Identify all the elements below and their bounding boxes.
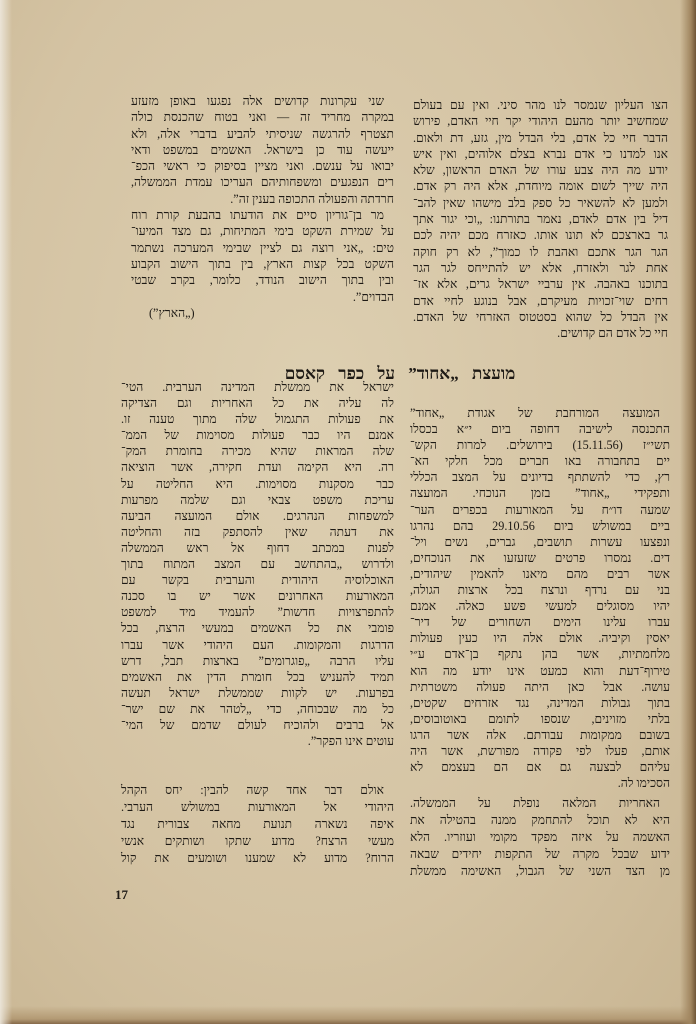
text-line: אין הבדל כל שהוא בסטטוס האזרחי של האדם. [413, 309, 668, 324]
text-line: תמיד להעניש בכל חומרת הדין את האשמים [121, 669, 394, 684]
text-line: תשי״ז (15.11.56) בירושלים. למרות הקש־ [410, 438, 671, 453]
text-line: אנו למדנו כי אדם נברא בצלם אלוהים, ואין איש [413, 146, 668, 161]
text-line: מר בן־גוריון סיים את הודעתו בהבעת קורת רוח [131, 208, 384, 223]
text-line: ולמען לא להשאיר כל ספק בלב מישהו שאין להב־ [413, 195, 668, 210]
top-left-column [131, 93, 394, 321]
text-line: בפרעות. יש לקוות שממשלת ישראל תעשה [121, 685, 394, 700]
text-line: עריכת משפט צבאי וגם שלמה מפרעות [121, 492, 394, 507]
text-line: תצטרף להרגשה שניסיתי להביע בדברי אלה, ולא [131, 126, 394, 141]
text-line: ובין בתוך הישוב הנודד, כלומר, בקרב שבטי [131, 273, 394, 288]
text-line: רץ, כדי להשתתף בדיונים על המצב הכללי [410, 470, 670, 485]
text-line: את דעתה שאין להסתפק בזה והחליטה [121, 524, 394, 539]
text-line: האשמה על איזה מפקד מקומי ועוזריו. הלא [410, 829, 670, 844]
text-line: מעשי הרצח? מדוע שתקו ושותקים אנשי [121, 833, 394, 848]
text-line: הגר הגר אתכם ואהבת לו כמוך”, לא רק חוקה [413, 244, 668, 259]
text-line: אחת לגר ולאזרח, אלא יש להתייחס לגר הגר [413, 260, 668, 275]
top-right-column [413, 97, 668, 341]
text-line: ותפקידי „אחוד” בזמן הנוכחי. המועצה [410, 486, 670, 501]
article-right-column-paragraph-2 [410, 795, 670, 879]
text-line: את פעולות התגמול שלה מתוך טענה זו. [121, 412, 394, 427]
text-line: ביים במשולש ביום 29.10.56 בהם נהרגו [410, 518, 670, 533]
text-line: פומבי את כל האשמים במעשי הרצח, בכל [121, 621, 394, 636]
text-line: יאסין וקיביה. אולם אלה היו כעין פעולות [410, 631, 670, 646]
text-line: ייעשה עוד כן בישראל. האשמים במשפט ודאי [131, 142, 394, 157]
text-line: הרוח? מדוע לא שמענו ושומעים את קול [121, 850, 394, 865]
text-line: שמעה דו״ח על המאורעות בכפרים הער־ [410, 502, 670, 517]
text-line: אותם, פעלו לפי פקודה מפורשת, אשר היה [410, 743, 670, 758]
text-line: יים בתחבורה באו חברים מכל חלקי הא־ [410, 454, 670, 469]
text-line: רחים שוי־זכויות מעיקרם, אבל בנוגע לחיי אדם [413, 293, 668, 308]
text-line: האוכלוסיה היהודית והערבית בקשר עם [121, 573, 394, 588]
text-line: היה שייך לשום אומה מיוחדת, אלא היה רק אדם. [413, 179, 668, 194]
text-line: רה. היא הקימה ועדת חקירה, אשר הוציאה [121, 460, 394, 475]
text-line: אמנם היו כבר פעולות מסוימות של הממ־ [121, 428, 394, 443]
text-line: יבואו על ענשם. ואני מציין בסיפוק כי ראשי הכפ־ [131, 159, 394, 174]
text-line: עליו הרבה „פוגרומים” בארצות תבל, דרש [121, 653, 394, 668]
text-line: שלה המראות שהיא מכירה בחומרת המק־ [121, 444, 394, 459]
text-line: גר בארצכם לא תונו אותו. כאזרח מכם יהיה לכם [413, 228, 668, 243]
text-line: בתוכנו באהבה. אין ערביי ישראל גרים, אלא אז־ [413, 277, 668, 292]
text-line: הסכימו לה. [617, 776, 670, 791]
text-line: מלחמתיות, אשר בהן נתקף בן־אדם ע״י [410, 647, 670, 662]
text-line: דיל בין אדם לאדם, נאמר בתורתנו: „וכי יגור אתך [413, 212, 668, 227]
text-line: הבדוים”. [352, 289, 394, 304]
text-line: הדבר חיי כל אדם, בלי הבדל מין, גזע, דת ולאום. [413, 130, 668, 145]
text-line: עוטים אינו הפקר”. [307, 734, 394, 749]
text-line: למשפחות הנהרגים. אולם המועצה הביעה [121, 508, 394, 523]
text-line: אשר רבים מהם מיאנו להאמין שיהודים, [410, 566, 670, 581]
text-line: יודע מה היה צבע עורו של האדם הראשון, שלא [413, 163, 668, 178]
text-line: לה עליה את כל האחריות וגם הצדיקה [121, 396, 394, 411]
text-line: דים. נמסרו פרטים שזעזעו את הנוכחים, [410, 550, 670, 565]
text-line: המועצה המורחבת של אגודת „אחוד” [410, 406, 660, 420]
text-line: ונפצעו עשרות תושבים, גברים, נשים ויל־ [410, 534, 670, 549]
text-line: בלתי מזוינים, שנספו לתומם באוטובוסים, [410, 711, 670, 726]
text-line: חרדתה והפעולה התכופה בענין זה”. [230, 191, 394, 206]
text-line: אולם דבר אחד קשה להבין: יחס הקהל [121, 783, 384, 797]
text-line: אל ברבים ולהוכיח לעולם שדמם של המי־ [121, 717, 394, 732]
text-line: עושה. אבל כאן היתה פעולה משטרתית [410, 679, 670, 694]
text-line: בתוך גבולות המדינה, נגד אזרחים שקטים, [410, 695, 670, 710]
text-line: שמחשיב יותר מהעם היהודי יקר חיי האדם, פירוש [413, 114, 668, 129]
text-line: הדרגות והמקומות. העם היהודי אשר עברו [121, 637, 394, 652]
article-right-column-paragraph-1 [410, 405, 670, 791]
article-title: מועצת „אחוד” על כפר קאסם [284, 364, 516, 383]
text-line: מן הצד השני של הגבול, האשימה ממשלת [410, 863, 670, 878]
text-line: על שמירת השקט בימי המתיחות, גם מצד המיעו־ [131, 224, 394, 239]
text-line: עליהם לבצעה גם אם הם בעצמם לא [410, 760, 670, 775]
text-line: היהודי אל המאורעות במשולש הערבי. [121, 799, 394, 814]
text-line: האחריות המלאה נופלת על הממשלה. [410, 796, 660, 810]
text-line: השקט בכל קצות הארץ, בין בתוך הישוב הקבוע [131, 256, 394, 271]
text-line: כל מה שבכוחה, כדי „לטהר את שם ישר־ [121, 701, 394, 716]
text-line: חיי כל אדם הם קדושים. [557, 326, 668, 341]
text-line: לפנות במכתב דחוף אל ראש הממשלה [121, 540, 394, 555]
text-line: בשובם ממקומות עבודתם. אלה אשר הרגו [410, 727, 670, 742]
article-left-column-paragraph-2 [121, 782, 394, 866]
text-line: עברו עלינו הימים השחורים של דיר־ [410, 615, 670, 630]
text-line: להתפרצויות חדשות” להעמיד מיד למשפט [121, 605, 394, 620]
text-line: ולדרוש „בהתחשב עם המצב המתוח בתוך [121, 557, 394, 572]
text-line: ידוע שבכל מקרה של התקפות יחידים שבאה [410, 846, 670, 861]
text-line: המאורעות האחרונים אשר יש בו סכנה [121, 589, 394, 604]
source-credit: („הארץ”) [149, 305, 195, 320]
page-number: 17 [115, 887, 128, 902]
text-line: הצו העליון שנמסר לנו מהר סיני. ואין עם בעולם [413, 98, 668, 112]
text-line: טירוף־דעת והוא כמעט אינו יודע מה הוא [410, 663, 670, 678]
text-line: כבר מסקנות מסוימות. היא החליטה על [121, 476, 394, 491]
text-line: רים הנפגעים ומשפחותיהם העריכו עמדת הממשלה, [131, 175, 394, 190]
article-left-column-paragraph-1 [121, 379, 394, 749]
text-line: טים: „אני רוצה גם לציין שבימי המערכה נשתמר [131, 240, 394, 255]
text-line: בני עם נרדף ונרצח בכל ארצות הגולה, [410, 583, 670, 598]
text-line: במקרה מחריד זה — ואני בטוח שהכנסת כולה [131, 110, 394, 125]
text-line: יהיו מסוגלים למעשי פשע כאלה. אמנם [410, 599, 670, 614]
text-line: איפה נשארה תנועת מחאה צבורית נגד [121, 816, 394, 831]
text-line: התכנסה לישיבה דחופה ביום י״א בכסלו [410, 422, 670, 437]
text-line: היא לא תוכל להתחמק ממנה בהטילה את [410, 812, 670, 827]
text-line: שני עקרונות קדושים אלה נפגעו באופן מזעזע [131, 94, 384, 108]
text-line: ישראל את ממשלת המדינה הערבית. הטי־ [121, 380, 394, 394]
